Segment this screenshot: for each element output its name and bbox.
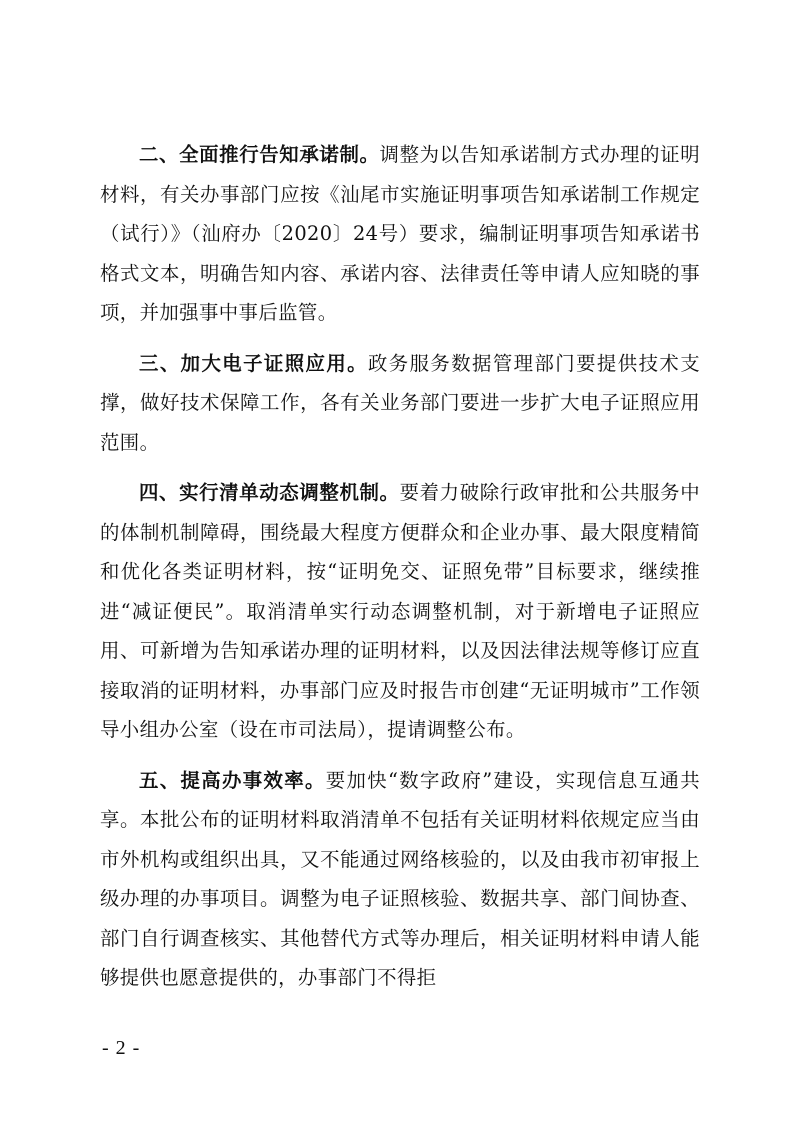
section-four-text: 要着力破除行政审批和公共服务中的体制机制障碍，围绕最大程度方便群众和企业办事、最大限度精简和优化各类证明材料，按“证明免交、证照免带”目标要求，继续推进“减证便民”。取消清单实行动态调整机制，对于新增电子证照应用、可新增为告知承诺办理的证明材料，以及因法律法规等修订应直接取消的证明材料，办事部门应及时报告市创建“无证明城市”工作领导小组办公室（设在市司法局），提请调整公布。	[100, 481, 701, 741]
section-two-text: 调整为以告知承诺制方式办理的证明材料，有关办事部门应按《汕尾市实施证明事项告知承诺制工作规定（试行）》（汕府办〔2020〕24号）要求，编制证明事项告知承诺书格式文本，明确告知内容、承诺内容、法律责任等申请人应知晓的事项，并加强事中事后监管。	[100, 143, 700, 324]
document-body	[100, 135, 700, 1009]
section-three-text: 政务服务数据管理部门要提供技术支撑，做好技术保障工作，各有关业务部门要进一步扩大电子证照应用范围。	[100, 351, 700, 454]
section-two-paragraph	[100, 135, 700, 333]
section-three-heading: 三、加大电子证照应用。	[139, 351, 368, 375]
section-five-text: 要加快“数字政府”建设，实现信息互通共享。本批公布的证明材料取消清单不包括有关证明材料依规定应当由市外机构或组织出具，又不能通过网络核验的，以及由我市初审报上级办理的办事项目。调整为电子证照核验、数据共享、部门间协查、部门自行调查核实、其他替代方式等办理后，相关证明材料申请人能够提供也愿意提供的，办事部门不得拒	[100, 768, 700, 989]
section-three-paragraph	[100, 344, 700, 463]
page-number: - 2 -	[102, 1037, 141, 1059]
section-four-paragraph	[100, 473, 700, 750]
section-four-heading: 四、实行清单动态调整机制。	[139, 481, 400, 504]
section-two-heading: 二、全面推行告知承诺制。	[139, 143, 380, 166]
section-five-paragraph	[100, 761, 700, 998]
section-five-heading: 五、提高办事效率。	[139, 768, 326, 792]
